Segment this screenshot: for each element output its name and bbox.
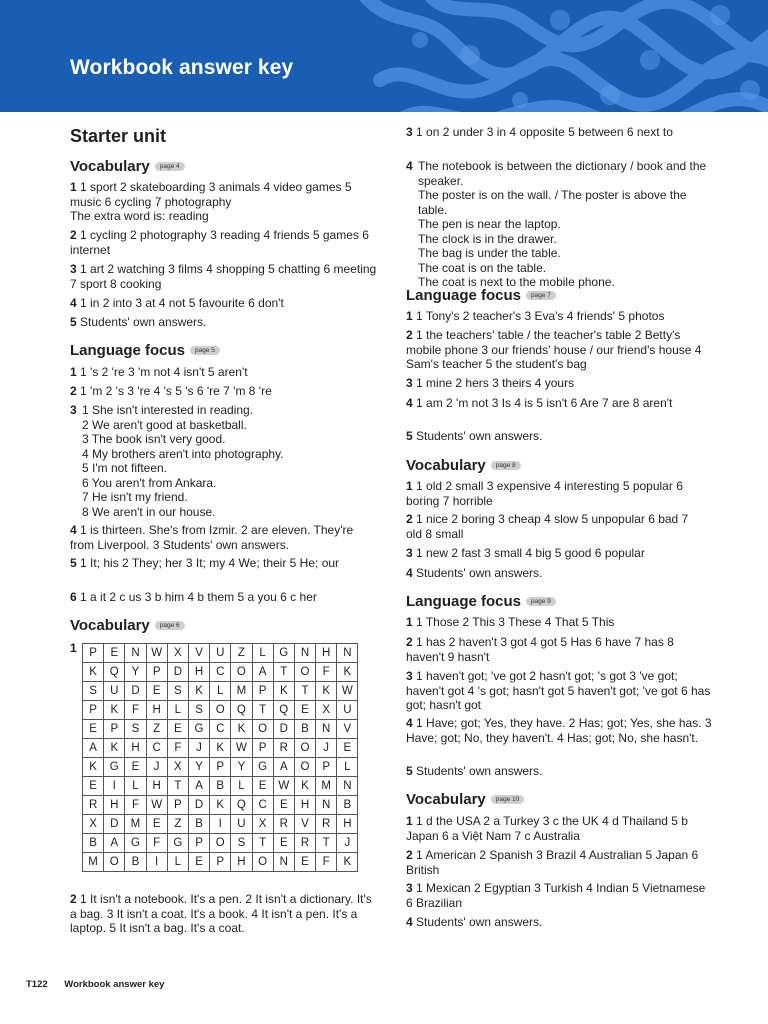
grid-row [83, 777, 358, 796]
grid-cell: H [188, 663, 209, 682]
exercise-3: 3 1 She isn't interested in reading. 2 We aren't good at basketball. 3 The book isn't very good. 4 My brothers aren't into photography. 5 I'm not fifteen. 6 You aren't from Ankara. 7 He isn't my friend. 8 We aren't in our house. [70, 403, 284, 519]
exercise-2: 2 1 'm 2 's 3 're 4 's 5 's 6 're 7 'm 8 're [70, 384, 272, 398]
grid-cell: O [294, 758, 315, 777]
grid-cell: H [294, 796, 315, 815]
grid-cell: O [294, 739, 315, 758]
grid-cell: G [125, 834, 146, 853]
grid-cell: E [125, 758, 146, 777]
grid-cell: P [104, 720, 125, 739]
grid-cell: F [316, 853, 337, 872]
grid-row [83, 834, 358, 853]
header-title: Workbook answer key [70, 56, 294, 79]
grid-row [83, 796, 358, 815]
section-vocabulary-page6: Vocabulary page 6 [70, 617, 185, 634]
grid-cell: E [294, 701, 315, 720]
grid-cell: X [316, 701, 337, 720]
grid-cell: J [146, 758, 167, 777]
grid-cell: K [104, 701, 125, 720]
grid-cell: W [231, 739, 252, 758]
grid-cell: B [125, 853, 146, 872]
grid-cell: S [167, 682, 188, 701]
grid-cell: N [316, 720, 337, 739]
answer-list: 1 She isn't interested in reading. 2 We aren't good at basketball. 3 The book isn't very good. 4 My brothers aren't into photography. 5 I'm not fifteen. 6 You aren't from Ankara. 7 He isn't my friend. 8 We aren't in our house. [82, 403, 284, 519]
grid-cell: L [210, 682, 231, 701]
grid-cell: P [188, 834, 209, 853]
exercise-4: 4 1 is thirteen. She's from Izmir. 2 are eleven. They're from Liverpool. 3 Students' own answers. [70, 523, 354, 552]
grid-cell: X [167, 758, 188, 777]
grid-cell: H [337, 815, 358, 834]
grid-cell: F [125, 796, 146, 815]
exercise-4: 4 Students' own answers. [406, 915, 543, 929]
grid-cell: A [273, 758, 294, 777]
grid-cell: S [125, 720, 146, 739]
grid-cell: H [104, 796, 125, 815]
grid-cell: O [294, 663, 315, 682]
grid-cell: P [210, 853, 231, 872]
grid-row [83, 644, 358, 663]
exercise-3: 3 1 art 2 watching 3 films 4 shopping 5 chatting 6 meeting 7 sport 8 cooking [70, 262, 377, 291]
grid-cell: Y [188, 758, 209, 777]
grid-cell: L [167, 701, 188, 720]
grid-cell: D [188, 796, 209, 815]
grid-cell: X [83, 815, 104, 834]
section-vocabulary-page4: Vocabulary page 4 [70, 158, 185, 175]
grid-cell: C [210, 663, 231, 682]
grid-cell: N [337, 644, 358, 663]
grid-cell: G [104, 758, 125, 777]
exercise-4: 4 Students' own answers. [406, 566, 543, 580]
exercise-5: 5 Students' own answers. [70, 315, 207, 329]
grid-cell: D [125, 682, 146, 701]
grid-cell: N [125, 644, 146, 663]
grid-cell: Q [231, 701, 252, 720]
grid-cell: P [83, 644, 104, 663]
header-banner [0, 0, 768, 112]
section-language-focus-page5: Language focus page 5 [70, 342, 220, 359]
exercise-2: 2 1 cycling 2 photography 3 reading 4 friends 5 games 6 internet [70, 228, 369, 257]
exercise-3: 3 1 new 2 fast 3 small 4 big 5 good 6 popular [406, 546, 645, 560]
grid-cell: X [167, 644, 188, 663]
word-search-grid [82, 643, 358, 872]
grid-cell: H [125, 739, 146, 758]
grid-cell: Z [146, 720, 167, 739]
grid-cell: E [337, 739, 358, 758]
grid-cell: V [188, 644, 209, 663]
grid-cell: E [294, 853, 315, 872]
grid-cell: G [188, 720, 209, 739]
grid-cell: M [231, 682, 252, 701]
grid-cell: P [252, 739, 273, 758]
grid-cell: H [231, 853, 252, 872]
exercise-4: 4 1 Have; got; Yes, they have. 2 Has; got; Yes, she has. 3 Have; got; No, they haven't. 4 Has; got; No, she hasn't. [406, 716, 712, 745]
exercise-2: 2 1 the teachers' table / the teacher's table 2 Betty's mobile phone 3 our friends' house / our friend's house 4 Sam's teacher 5 the student's bag [406, 328, 702, 371]
grid-cell: E [83, 777, 104, 796]
grid-cell: F [146, 834, 167, 853]
grid-cell: I [146, 853, 167, 872]
grid-cell: T [167, 777, 188, 796]
grid-cell: B [337, 796, 358, 815]
section-vocabulary-page8: Vocabulary page 8 [406, 457, 521, 474]
exercise-3: 3 1 on 2 under 3 in 4 opposite 5 between 6 next to [406, 125, 673, 139]
grid-cell: E [104, 644, 125, 663]
grid-cell: K [83, 758, 104, 777]
grid-cell: S [188, 701, 209, 720]
exercise-1: 1 1 's 2 're 3 'm not 4 isn't 5 aren't [70, 365, 248, 379]
grid-cell: F [125, 701, 146, 720]
grid-cell: L [337, 758, 358, 777]
grid-cell: F [316, 663, 337, 682]
grid-cell: A [188, 777, 209, 796]
grid-cell: T [316, 834, 337, 853]
grid-cell: K [337, 663, 358, 682]
grid-cell: W [146, 796, 167, 815]
grid-cell: J [316, 739, 337, 758]
unit-title: Starter unit [70, 126, 167, 146]
grid-row [83, 815, 358, 834]
grid-cell: T [294, 682, 315, 701]
page-number: T122 [26, 979, 48, 990]
grid-cell: D [167, 663, 188, 682]
grid-cell: P [316, 758, 337, 777]
grid-cell: Q [104, 663, 125, 682]
grid-cell: E [83, 720, 104, 739]
grid-cell: R [273, 815, 294, 834]
grid-cell: W [146, 644, 167, 663]
grid-cell: R [294, 834, 315, 853]
exercise-3: 3 1 Mexican 2 Egyptian 3 Turkish 4 Indian 5 Vietnamese 6 Brazilian [406, 881, 706, 910]
grid-cell: M [316, 777, 337, 796]
grid-row [83, 758, 358, 777]
exercise-2: 2 1 nice 2 boring 3 cheap 4 slow 5 unpopular 6 bad 7 old 8 small [406, 512, 689, 541]
grid-cell: J [337, 834, 358, 853]
exercise-1: 1 1 Tony's 2 teacher's 3 Eva's 4 friends' 5 photos [406, 309, 665, 323]
grid-cell: O [231, 663, 252, 682]
section-vocabulary-page10: Vocabulary page 10 [406, 791, 524, 808]
grid-cell: K [337, 853, 358, 872]
grid-cell: L [125, 777, 146, 796]
exercise-2: 2 1 It isn't a notebook. It's a pen. 2 It isn't a dictionary. It's a bag. 3 It isn't a coat. It's a book. 4 It isn't a pen. It's a laptop. 5 It isn't a bag. It's a coat. [70, 892, 372, 935]
grid-cell: U [104, 682, 125, 701]
grid-cell: O [210, 834, 231, 853]
grid-cell: K [104, 739, 125, 758]
page-footer [26, 979, 178, 990]
grid-cell: O [210, 701, 231, 720]
grid-cell: L [167, 853, 188, 872]
footer-label: Workbook answer key [64, 979, 165, 990]
grid-cell: H [146, 701, 167, 720]
grid-cell: N [337, 777, 358, 796]
grid-cell: E [167, 720, 188, 739]
grid-row [83, 739, 358, 758]
grid-cell: E [273, 796, 294, 815]
grid-cell: N [273, 853, 294, 872]
grid-cell: M [125, 815, 146, 834]
grid-cell: B [188, 815, 209, 834]
grid-cell: U [337, 701, 358, 720]
grid-cell: D [104, 815, 125, 834]
grid-cell: Z [231, 644, 252, 663]
grid-cell: K [316, 682, 337, 701]
grid-cell: C [252, 796, 273, 815]
grid-cell: A [252, 663, 273, 682]
exercise-1: 1 1 Those 2 This 3 These 4 That 5 This [406, 615, 615, 629]
grid-cell: K [273, 682, 294, 701]
grid-cell: U [210, 644, 231, 663]
exercise-4: 4 1 am 2 'm not 3 Is 4 is 5 isn't 6 Are 7 are 8 aren't [406, 396, 673, 410]
grid-cell: Y [231, 758, 252, 777]
answer-list: The notebook is between the dictionary / book and the speaker. The poster is on the wall. / The poster is above the table. The pen is near the laptop. The clock is in the drawer. The bag is under the table. The coat is on the table. The coat is next to the mobile phone. [418, 159, 707, 289]
exercise-2: 2 1 American 2 Spanish 3 Brazil 4 Australian 5 Japan 6 British [406, 848, 699, 877]
grid-cell: H [146, 777, 167, 796]
exercise-2: 2 1 has 2 haven't 3 got 4 got 5 Has 6 have 7 has 8 haven't 9 hasn't [406, 635, 674, 664]
exercise-1: 1 [70, 641, 77, 655]
grid-cell: E [252, 777, 273, 796]
grid-cell: C [146, 739, 167, 758]
grid-cell: X [252, 815, 273, 834]
grid-cell: P [210, 758, 231, 777]
grid-cell: R [83, 796, 104, 815]
grid-cell: K [210, 796, 231, 815]
grid-cell: F [167, 739, 188, 758]
exercise-5: 5 Students' own answers. [406, 429, 543, 443]
grid-cell: M [83, 853, 104, 872]
grid-cell: L [252, 644, 273, 663]
grid-cell: K [231, 720, 252, 739]
grid-row [83, 853, 358, 872]
exercise-1: 1 1 d the USA 2 a Turkey 3 c the UK 4 d Thailand 5 b Japan 6 a Việt Nam 7 c Australia [406, 814, 688, 843]
grid-cell: E [273, 834, 294, 853]
grid-cell: W [337, 682, 358, 701]
grid-cell: H [316, 644, 337, 663]
grid-cell: T [273, 663, 294, 682]
grid-cell: B [294, 720, 315, 739]
grid-cell: L [231, 777, 252, 796]
grid-cell: E [146, 815, 167, 834]
grid-cell: N [316, 796, 337, 815]
exercise-1: 1 1 old 2 small 3 expensive 4 interesting 5 popular 6 boring 7 horrible [406, 479, 683, 508]
grid-cell: V [337, 720, 358, 739]
grid-cell: K [294, 777, 315, 796]
grid-cell: G [167, 834, 188, 853]
grid-cell: N [294, 644, 315, 663]
grid-cell: I [104, 777, 125, 796]
grid-cell: D [273, 720, 294, 739]
grid-cell: E [188, 853, 209, 872]
grid-cell: R [273, 739, 294, 758]
grid-cell: Q [231, 796, 252, 815]
grid-cell: S [231, 834, 252, 853]
grid-cell: O [252, 853, 273, 872]
grid-row [83, 663, 358, 682]
grid-row [83, 701, 358, 720]
section-language-focus-page7: Language focus page 7 [406, 287, 556, 304]
exercise-3: 3 1 mine 2 hers 3 theirs 4 yours [406, 376, 575, 390]
grid-row [83, 682, 358, 701]
grid-cell: G [252, 758, 273, 777]
grid-cell: Y [125, 663, 146, 682]
grid-cell: S [83, 682, 104, 701]
grid-cell: B [210, 777, 231, 796]
grid-cell: K [210, 739, 231, 758]
exercise-6: 6 1 a it 2 c us 3 b him 4 b them 5 a you 6 c her [70, 590, 317, 604]
exercise-3: 3 1 haven't got; 've got 2 hasn't got; 's got 3 've got; haven't got 4 's got; hasn't got 5 haven't got; 've got 6 has got; hasn't got [406, 669, 711, 712]
grid-cell: T [252, 701, 273, 720]
exercise-4: 4 The notebook is between the dictionary / book and the speaker. The poster is on the wall. / The poster is above the table. The pen is near the laptop. The clock is in the drawer. The bag is under the table. The coat is on the table. The coat is next to the mobile phone. [406, 159, 716, 174]
grid-cell: A [83, 739, 104, 758]
exercise-5: 5 Students' own answers. [406, 764, 543, 778]
grid-cell: A [104, 834, 125, 853]
grid-cell: P [146, 663, 167, 682]
grid-cell: P [252, 682, 273, 701]
grid-cell: O [104, 853, 125, 872]
grid-row [83, 720, 358, 739]
grid-cell: J [188, 739, 209, 758]
grid-cell: P [83, 701, 104, 720]
grid-cell: W [273, 777, 294, 796]
exercise-1: 1 1 sport 2 skateboarding 3 animals 4 video games 5 music 6 cycling 7 photography The extra word is: reading [70, 180, 352, 223]
grid-cell: C [210, 720, 231, 739]
exercise-5: 5 1 It; his 2 They; her 3 It; my 4 We; their 5 He; our [70, 556, 340, 570]
grid-cell: P [167, 796, 188, 815]
section-language-focus-page9: Language focus page 9 [406, 593, 556, 610]
grid-cell: O [252, 720, 273, 739]
grid-cell: E [146, 682, 167, 701]
grid-cell: V [294, 815, 315, 834]
grid-cell: T [252, 834, 273, 853]
grid-cell: B [83, 834, 104, 853]
grid-cell: I [210, 815, 231, 834]
grid-cell: U [231, 815, 252, 834]
grid-cell: R [316, 815, 337, 834]
exercise-4: 4 1 in 2 into 3 at 4 not 5 favourite 6 don't [70, 296, 284, 310]
grid-cell: Q [273, 701, 294, 720]
grid-cell: K [188, 682, 209, 701]
grid-cell: K [83, 663, 104, 682]
grid-cell: Z [167, 815, 188, 834]
grid-cell: G [273, 644, 294, 663]
